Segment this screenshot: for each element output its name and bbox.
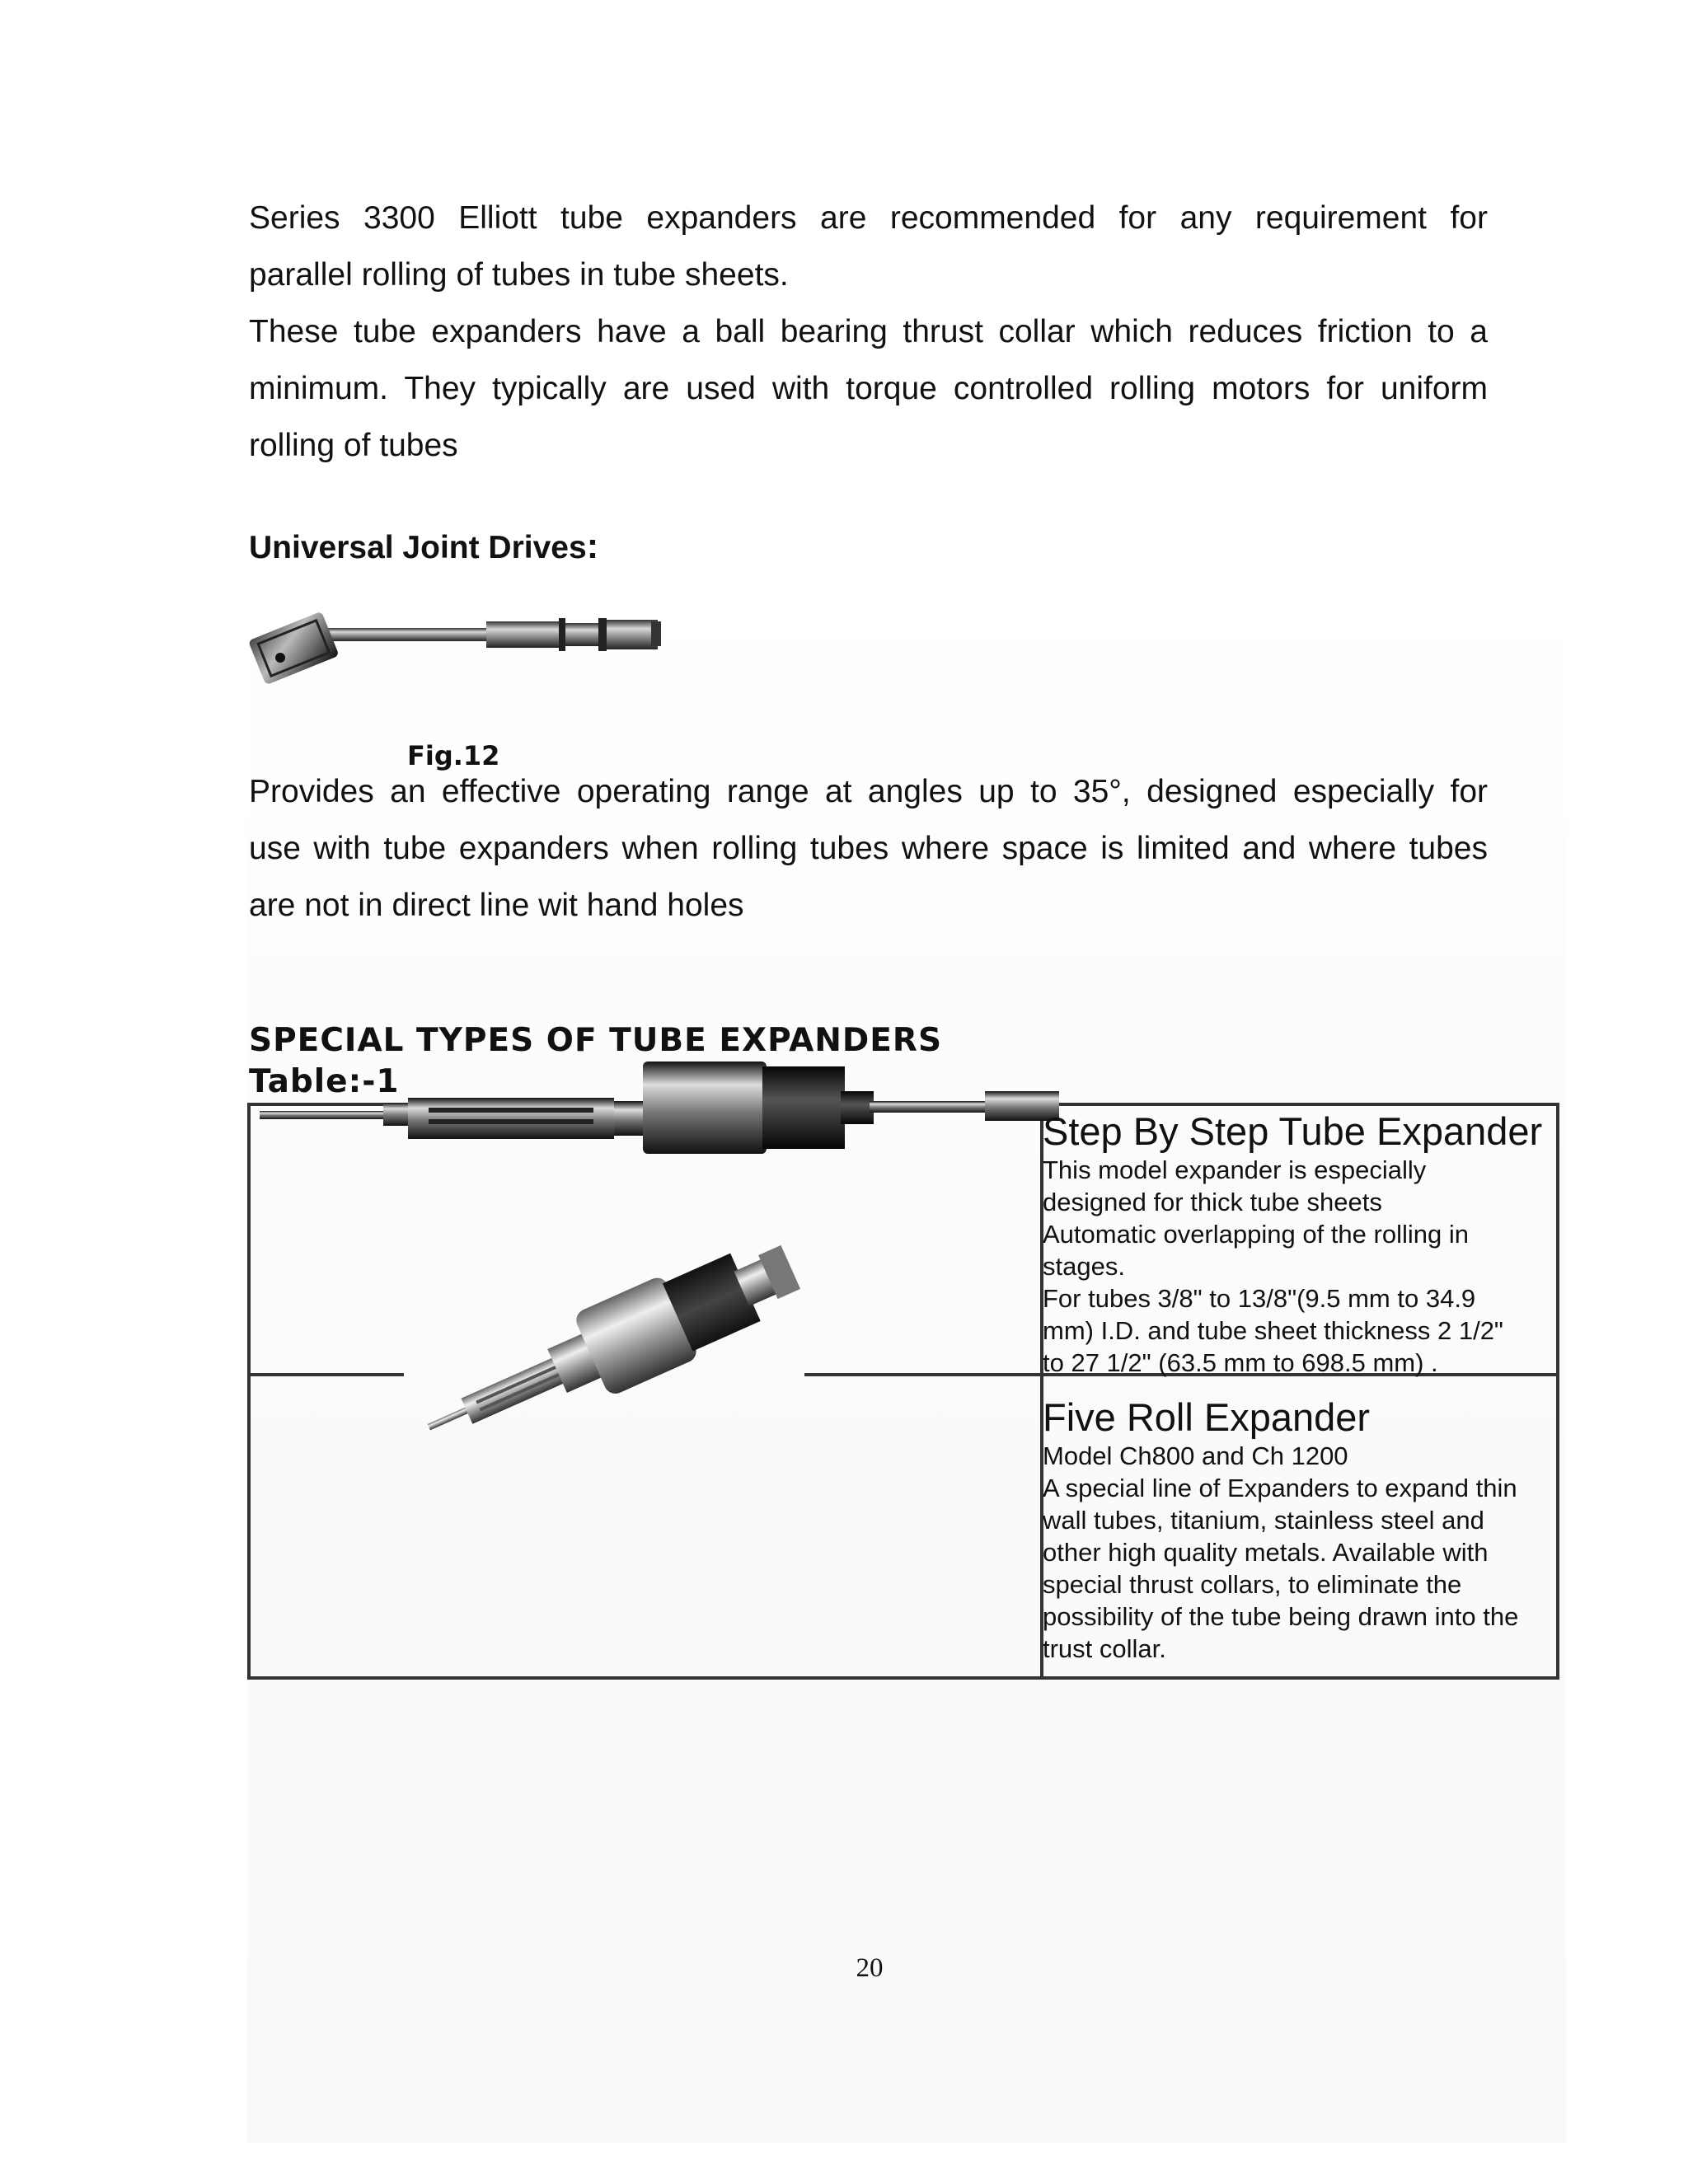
section-heading-universal-joint-drives bbox=[249, 526, 598, 567]
universal-joint-paragraph bbox=[249, 763, 1488, 934]
step-by-step-expander-image bbox=[260, 1055, 1067, 1158]
text-line: parallel rolling of tubes in tube sheets. bbox=[249, 257, 789, 293]
cell-text-line: A special line of Expanders to expand thin bbox=[1043, 1474, 1517, 1502]
cell-text-line: Model Ch800 and Ch 1200 bbox=[1043, 1441, 1348, 1470]
figure-caption: Fig.12 bbox=[407, 740, 500, 771]
cell-text-line: to 27 1/2" (63.5 mm to 698.5 mm) . bbox=[1043, 1348, 1438, 1377]
five-roll-expander-image bbox=[404, 1244, 816, 1451]
section-heading-special-types: SPECIAL TYPES OF TUBE EXPANDERS bbox=[249, 1022, 943, 1059]
cell-text-line: possibility of the tube being drawn into the bbox=[1043, 1602, 1519, 1631]
cell-text-line: For tubes 3/8" to 13/8"(9.5 mm to 34.9 bbox=[1043, 1284, 1476, 1313]
cell-text-line: This model expander is especially bbox=[1043, 1155, 1427, 1184]
intro-paragraph-1 bbox=[249, 190, 1488, 303]
universal-joint-drive-image bbox=[247, 593, 668, 709]
text-line: Provides an effective operating range at angles up to 35°, designed especially for bbox=[249, 774, 1488, 809]
cell-title: Step By Step Tube Expander bbox=[1043, 1109, 1543, 1153]
cell-text-line: special thrust collars, to eliminate the bbox=[1043, 1570, 1462, 1599]
cell-text-line: trust collar. bbox=[1043, 1634, 1166, 1663]
table-label: Table:-1 bbox=[249, 1063, 400, 1100]
intro-paragraph-2 bbox=[249, 303, 1488, 474]
table-cell-five-roll bbox=[1043, 1395, 1559, 1665]
text-line: These tube expanders have a ball bearing thrust collar which reduces friction to a bbox=[249, 314, 1488, 349]
cell-title: Five Roll Expander bbox=[1043, 1395, 1371, 1439]
heading-text: Universal Joint Drives bbox=[249, 530, 587, 565]
table-cell-step-by-step bbox=[1043, 1109, 1559, 1379]
cell-text-line: wall tubes, titanium, stainless steel and bbox=[1043, 1506, 1484, 1535]
text-line: are not in direct line wit hand holes bbox=[249, 888, 744, 923]
table-row-divider-middle bbox=[804, 1373, 1043, 1376]
cell-text-line: designed for thick tube sheets bbox=[1043, 1188, 1382, 1216]
table-row-divider-left bbox=[247, 1373, 404, 1376]
cell-text-line: stages. bbox=[1043, 1252, 1125, 1281]
cell-text-line: Automatic overlapping of the rolling in bbox=[1043, 1220, 1469, 1249]
cell-text-line: other high quality metals. Available with bbox=[1043, 1538, 1489, 1567]
text-line: Series 3300 Elliott tube expanders are recommended for any requirement for bbox=[249, 200, 1488, 236]
cell-text-line: mm) I.D. and tube sheet thickness 2 1/2" bbox=[1043, 1316, 1503, 1345]
page-number: 20 bbox=[856, 1953, 884, 1983]
text-line: rolling of tubes bbox=[249, 428, 458, 463]
text-line: use with tube expanders when rolling tubes where space is limited and where tubes bbox=[249, 831, 1488, 866]
text-line: minimum. They typically are used with torque controlled rolling motors for uniform bbox=[249, 371, 1488, 406]
heading-colon: : bbox=[586, 526, 599, 566]
